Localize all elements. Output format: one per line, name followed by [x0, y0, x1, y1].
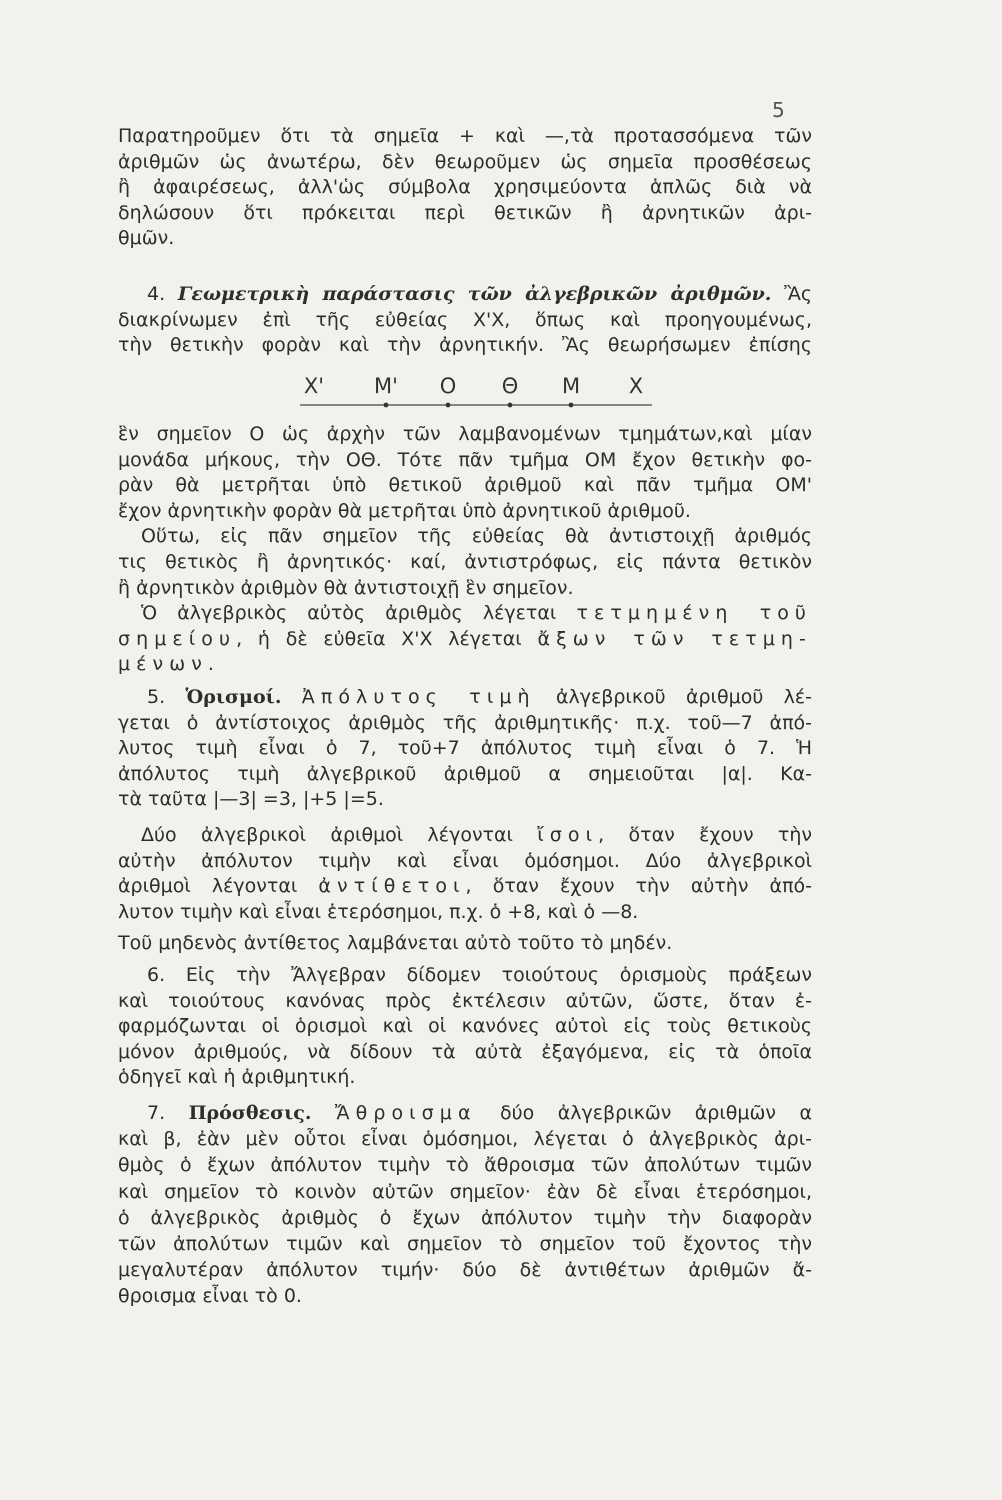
- figure-label-origin: Ο: [439, 374, 457, 398]
- text-line: καὶ σημεῖον τὸ κοινὸν αὐτῶν σημεῖον· ἐὰν δὲ εἶναι ἑτερόσημοι,: [118, 1180, 812, 1203]
- spaced-term: τετμημένη τοῦ: [576, 602, 812, 625]
- section-number: 4.: [147, 283, 166, 305]
- text-line: Τοῦ μηδενὸς ἀντίθετος λαμβάνεται αὐτὸ τοῦτο τὸ μηδέν.: [118, 932, 673, 954]
- text-line: ὁ ἀλγεβρικὸς ἀριθμὸς ὁ ἔχων ἀπόλυτον τιμὴν τὴν διαφορὰν: [118, 1206, 812, 1229]
- text-line: [118, 823, 812, 849]
- text-line: θμὸς ὁ ἔχων ἀπόλυτον τιμὴν τὸ ἄθροισμα τῶν ἀπολύτων τιμῶν: [118, 1154, 812, 1177]
- text-line: καὶ β, ἐὰν μὲν οὗτοι εἶναι ὁμόσημοι, λέγεται ὁ ἀλγεβρικὸς ἀρι-: [118, 1128, 812, 1151]
- text-line: ἢ ἀφαιρέσεως, ἀλλ'ὡς σύμβολα χρησιμεύοντα ἁπλῶς διὰ νὰ: [118, 176, 812, 199]
- text-segment: ἀριθμοὶ λέγονται: [118, 875, 298, 898]
- axis-point: [384, 403, 389, 408]
- spaced-term: ἄξων τῶν τετμη-: [537, 627, 812, 650]
- text-segment: , ὅταν ἔχουν τὴν: [598, 824, 812, 846]
- spaced-term: Ἄθροισμα: [334, 1102, 477, 1124]
- section-heading-line: [118, 685, 812, 711]
- text-segment: δύο ἀλγεβρικῶν ἀριθμῶν α: [500, 1102, 812, 1124]
- spaced-term: μένων: [118, 653, 208, 676]
- axis-point: [508, 403, 513, 408]
- text-line: ἀπόλυτος τιμὴ ἀλγεβρικοῦ ἀριθμοῦ α σημειοῦται |α|. Κα-: [118, 762, 812, 785]
- text-line: [118, 874, 812, 900]
- section-5-zero: [118, 931, 812, 957]
- text-line: Οὕτω, εἰς πᾶν σημεῖον τῆς εὐθείας θὰ ἀντιστοιχῇ ἀριθμός: [141, 525, 812, 548]
- section-number: 7.: [147, 1102, 166, 1124]
- text-line: τῶν ἀπολύτων τιμῶν καὶ σημεῖον τὸ σημεῖον τοῦ ἔχοντος τὴν: [118, 1232, 812, 1255]
- text-line: [118, 627, 812, 653]
- text-line: ρὰν θὰ μετρῆται ὑπὸ θετικοῦ ἀριθμοῦ καὶ πᾶν τμῆμα ΟΜ': [118, 474, 812, 497]
- text-segment: , ἡ δὲ εὐθεῖα Χ'Χ λέγεται: [236, 627, 522, 650]
- text-line: θροισμα εἶναι τὸ 0.: [118, 1285, 302, 1308]
- text-line: ἔχον ἀρνητικὴν φορὰν θὰ μετρῆται ὑπὸ ἀρνητικοῦ ἀριθμοῦ.: [118, 499, 691, 522]
- intro-paragraph: [118, 124, 812, 252]
- axis-point: [446, 403, 451, 408]
- text-line: μόνον ἀριθμούς, νὰ δίδουν τὰ αὐτὰ ἐξαγόμενα, εἰς τὰ ὁποῖα: [118, 1040, 812, 1063]
- text-line: φαρμόζωνται οἱ ὁρισμοὶ καὶ οἱ κανόνες αὐτοὶ εἰς τοὺς θετικοὺς: [118, 1015, 812, 1038]
- text-line: καὶ τοιούτους κανόνας πρὸς ἐκτέλεσιν αὐτῶν, ὥστε, ὅταν ἐ-: [118, 989, 812, 1012]
- section-4-body: [118, 422, 812, 678]
- figure-label-x: Χ: [628, 374, 644, 398]
- text-line: δηλώσουν ὅτι πρόκειται περὶ θετικῶν ἢ ἀρνητικῶν ἀρι-: [118, 201, 812, 224]
- section-heading-line: [118, 1100, 812, 1126]
- figure-label-theta: Θ: [501, 374, 519, 398]
- text-segment: ἀλγεβρικοῦ ἀριθμοῦ λέ-: [555, 686, 812, 708]
- spaced-term: σημείου: [118, 627, 237, 650]
- text-segment: Δύο ἀλγεβρικοὶ ἀριθμοὶ λέγονται: [141, 824, 513, 846]
- section-5-equal-opposite: [118, 823, 812, 925]
- text-line: ἢ ἀρνητικὸν ἀριθμὸν θὰ ἀντιστοιχῇ ἓν σημεῖον.: [118, 576, 574, 599]
- section-6: [118, 963, 812, 1091]
- text-line: λυτος τιμὴ εἶναι ὁ 7, τοῦ+7 ἀπόλυτος τιμὴ εἶναι ὁ 7. Ἡ: [118, 737, 812, 760]
- section-heading-line: [118, 282, 812, 308]
- section-heading-line: [118, 963, 812, 989]
- text-line: θμῶν.: [118, 227, 175, 250]
- spaced-term: ἴσοι: [537, 824, 599, 846]
- text-segment: Εἰς τὴν Ἄλγεβραν δίδομεν τοιούτους ὁρισμοὺς πράξεων: [185, 964, 812, 986]
- section-title: Πρόσθεσις.: [188, 1102, 312, 1124]
- text-line: [118, 601, 812, 627]
- text-segment: Ὁ ἀλγεβρικὸς αὐτὸς ἀριθμὸς λέγεται: [141, 602, 557, 625]
- text-line: ἓν σημεῖον Ο ὡς ἀρχὴν τῶν λαμβανομένων τμημάτων,καὶ μίαν: [118, 423, 812, 445]
- text-line: [118, 652, 812, 678]
- section-number: 6.: [147, 964, 166, 986]
- section-4-intro: [118, 282, 812, 359]
- section-5-definition: [118, 685, 812, 813]
- text-line: διακρίνωμεν ἐπὶ τῆς εὐθείας Χ'Χ, ὅπως καὶ προηγουμένως,: [118, 308, 812, 331]
- text-segment: , ὅταν ἔχουν τὴν αὐτὴν ἀπό-: [465, 875, 812, 898]
- section-7: [118, 1100, 812, 1310]
- text-segment: .: [207, 653, 214, 676]
- figure-label-m: Μ: [561, 374, 581, 398]
- axis-point: [569, 403, 574, 408]
- text-line: μονάδα μήκους, τὴν ΟΘ. Τότε πᾶν τμῆμα ΟΜ ἔχον θετικὴν φο-: [118, 448, 812, 471]
- text-line: τὰ ταῦτα |—3| =3, |+5 |=5.: [118, 788, 384, 811]
- spaced-term: Ἀπόλυτος τιμὴ: [301, 686, 536, 708]
- text-line: τις θετικὸς ἢ ἀρνητικός· καί, ἀντιστρόφως, εἰς πάντα θετικὸν: [118, 550, 812, 573]
- section-title: Γεωμετρικὴ παράστασις τῶν ἀλγεβρικῶν ἀριθμῶν.: [177, 283, 772, 305]
- text-line: μεγαλυτέραν ἀπόλυτον τιμήν· δύο δὲ ἀντιθέτων ἀριθμῶν ἄ-: [118, 1259, 812, 1282]
- number-line-figure: [0, 359, 1002, 422]
- page-number: 5: [772, 98, 785, 122]
- text-line: ἀριθμῶν ὡς ἀνωτέρω, δὲν θεωροῦμεν ὡς σημεῖα προσθέσεως: [118, 150, 812, 173]
- spaced-term: ἀντίθετοι: [318, 875, 466, 898]
- text-segment: Ἂς: [784, 283, 813, 305]
- text-line: τὴν θετικὴν φορὰν καὶ τὴν ἀρνητικήν. Ἂς θεωρήσωμεν ἐπίσης: [118, 334, 812, 357]
- text-line: γεται ὁ ἀντίστοιχος ἀριθμὸς τῆς ἀριθμητικῆς· π.χ. τοῦ—7 ἀπό-: [118, 711, 812, 734]
- text-line: αὐτὴν ἀπόλυτον τιμὴν καὶ εἶναι ὁμόσημοι. Δύο ἀλγεβρικοὶ: [118, 849, 812, 872]
- figure-label-x-prime: Χ': [303, 374, 325, 398]
- figure-label-m-prime: Μ': [374, 374, 398, 398]
- section-title: Ὁρισμοί.: [185, 686, 282, 708]
- text-line: λυτον τιμὴν καὶ εἶναι ἑτερόσημοι, π.χ. ὁ +8, καὶ ὁ —8.: [118, 900, 639, 923]
- text-line: ὁδηγεῖ καὶ ἡ ἀριθμητική.: [118, 1066, 356, 1089]
- text-line: Παρατηροῦμεν ὅτι τὰ σημεῖα + καὶ —,τὰ προτασσόμενα τῶν: [118, 125, 812, 147]
- section-number: 5.: [147, 686, 166, 708]
